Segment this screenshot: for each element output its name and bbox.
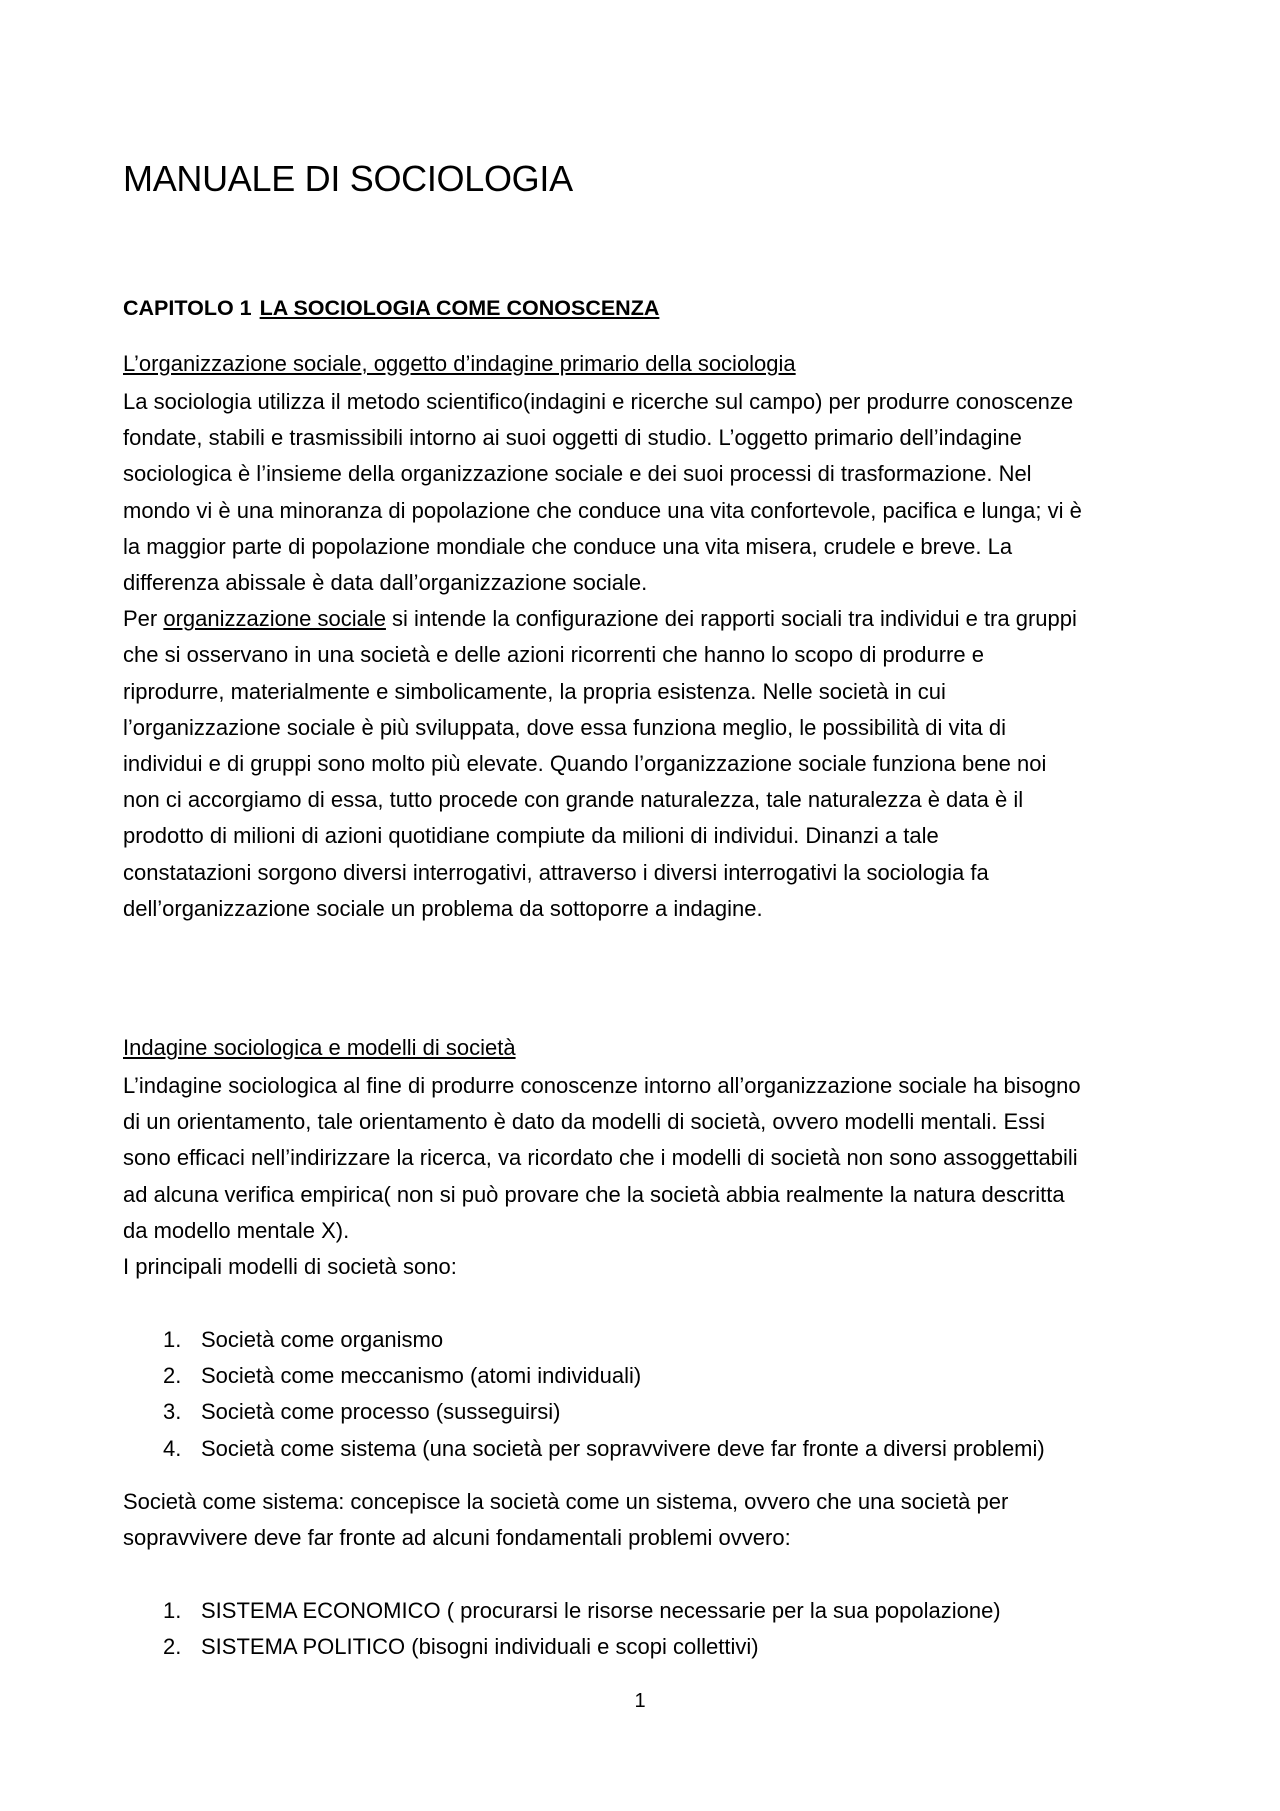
text-line: individui e di gruppi sono molto più elevate. Quando l’organizzazione sociale funziona bene noi (123, 751, 1047, 777)
paragraph-sistema (123, 1484, 1168, 1556)
text-line: differenza abissale è data dall’organizzazione sociale. (123, 570, 648, 596)
text-line: mondo vi è una minoranza di popolazione che conduce una vita confortevole, pacifica e lunga; vi è (123, 497, 1082, 523)
text-line: non ci accorgiamo di essa, tutto procede con grande naturalezza, tale naturalezza è data è il (123, 787, 1024, 813)
text-line: riprodurre, materialmente e simbolicamente, la propria esistenza. Nelle società in cui (123, 678, 946, 704)
text-line: constatazioni sorgono diversi interrogativi, attraverso i diversi interrogativi la sociologia fa (123, 859, 989, 885)
text-line: Società come sistema: concepisce la società come un sistema, ovvero che una società per (123, 1489, 1009, 1514)
section-heading-modelli: Indagine sociologica e modelli di società (123, 1035, 516, 1060)
list-item (123, 1629, 1001, 1665)
list-item-text: Società come meccanismo (atomi individuali) (201, 1363, 642, 1389)
list-item-text: Società come organismo (201, 1327, 444, 1352)
definition-prefix: Per (123, 606, 164, 632)
list-number: 3. (163, 1399, 182, 1425)
list-item (123, 1358, 1045, 1394)
text-line: ad alcuna verifica empirica( non si può provare che la società abbia realmente la natura descritta (123, 1181, 1065, 1207)
list-item-text: Società come sistema (una società per sopravvivere deve far fronte a diversi problemi) (201, 1435, 1045, 1461)
text-line: sopravvivere deve far fronte ad alcuni fondamentali problemi ovvero: (123, 1525, 791, 1551)
text-line: L’indagine sociologica al fine di produrre conoscenze intorno all’organizzazione sociale ha bisogno (123, 1073, 1081, 1098)
list-item-text: Società come processo (susseguirsi) (201, 1399, 561, 1425)
list-item-text: SISTEMA ECONOMICO ( procurarsi le risorse necessarie per la sua popolazione) (201, 1598, 1001, 1623)
text-line: l’organizzazione sociale è più sviluppata, dove essa funziona meglio, le possibilità di vita di (123, 714, 1006, 740)
chapter-heading (123, 296, 659, 321)
list-item-text: SISTEMA POLITICO (bisogni individuali e scopi collettivi) (201, 1634, 759, 1660)
paragraph-intro (123, 384, 1168, 927)
list-item (123, 1394, 1045, 1430)
list-number: 1. (163, 1598, 182, 1623)
paragraph-modelli (123, 1068, 1168, 1285)
text-line: sono efficaci nell’indirizzare la ricerca, va ricordato che i modelli di società non sono assoggettabili (123, 1145, 1078, 1171)
definition-rest: si intende la configurazione dei rapporti sociali tra individui e tra gruppi (385, 606, 1077, 632)
definition-term: organizzazione sociale (163, 606, 386, 632)
page-number: 1 (634, 1690, 646, 1712)
text-line: che si osservano in una società e delle azioni ricorrenti che hanno lo scopo di produrre e (123, 642, 984, 668)
document-title: MANUALE DI SOCIOLOGIA (123, 158, 573, 199)
list-item (123, 1593, 1001, 1629)
text-line: fondate, stabili e trasmissibili intorno ai suoi oggetti di studio. L’oggetto primario dell’indagine (123, 425, 1022, 451)
list-number: 2. (163, 1634, 182, 1660)
text-line: la maggior parte di popolazione mondiale che conduce una vita misera, crudele e breve. La (123, 533, 1013, 559)
text-line: di un orientamento, tale orientamento è dato da modelli di società, ovvero modelli mentali. Essi (123, 1109, 1046, 1135)
list-item (123, 1431, 1045, 1467)
chapter-title: LA SOCIOLOGIA COME CONOSCENZA (259, 296, 660, 320)
list-number: 1. (163, 1327, 182, 1352)
chapter-label: CAPITOLO 1 (123, 296, 252, 320)
systems-list (123, 1593, 1001, 1665)
list-number: 2. (163, 1363, 182, 1389)
section-heading-organizzazione: L’organizzazione sociale, oggetto d’indagine primario della sociologia (123, 351, 796, 376)
models-list (123, 1322, 1045, 1467)
text-line: da modello mentale X). (123, 1217, 350, 1243)
list-number: 4. (163, 1435, 182, 1461)
text-line: sociologica è l’insieme della organizzazione sociale e dei suoi processi di trasformazione. Nel (123, 461, 1032, 487)
text-line-definition (123, 601, 1168, 637)
list-item (123, 1322, 1045, 1358)
text-line: I principali modelli di società sono: (123, 1254, 457, 1280)
text-line: prodotto di milioni di azioni quotidiane compiute da milioni di individui. Dinanzi a tale (123, 823, 939, 849)
text-line: dell’organizzazione sociale un problema da sottoporre a indagine. (123, 895, 763, 921)
text-line: La sociologia utilizza il metodo scientifico(indagini e ricerche sul campo) per produrre conoscenze (123, 389, 1074, 414)
